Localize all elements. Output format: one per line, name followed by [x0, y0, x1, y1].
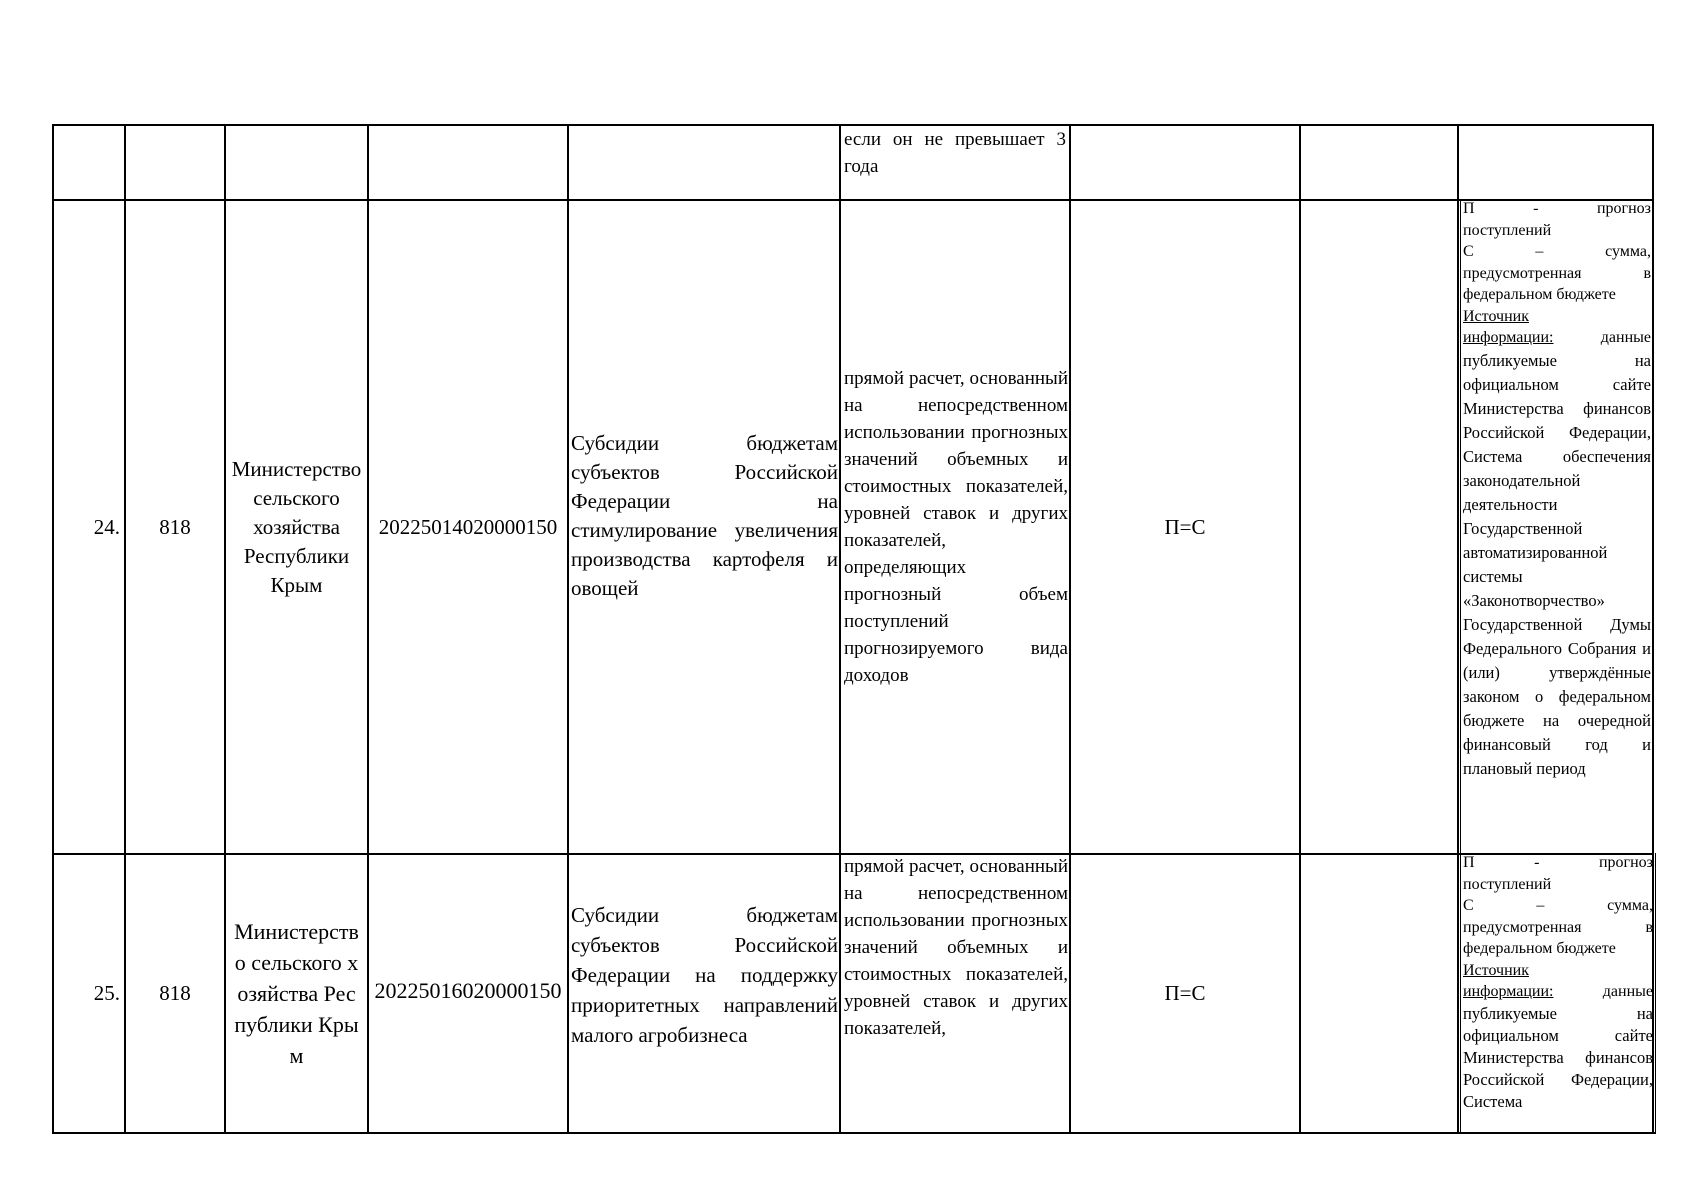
- row25-method: [841, 853, 1069, 1132]
- row24-formula: [1071, 201, 1299, 853]
- row25-kbk: [369, 855, 567, 1132]
- row-number: 24.: [93, 514, 120, 539]
- formula: П=С: [1164, 514, 1206, 539]
- admin-code: 818: [159, 981, 191, 1005]
- legend-p-word: прогноз: [1598, 854, 1653, 871]
- legend-c-cont: предусмотренная в федеральном бюджете: [1463, 918, 1653, 957]
- legend-p-symbol: П: [1463, 200, 1475, 217]
- col-line-7: [1299, 124, 1301, 1134]
- row25-admin: [226, 855, 367, 1132]
- legend-p-word: прогноз: [1596, 200, 1651, 217]
- admin-name: Министерство сельского хозяйства Республики Крым: [234, 919, 359, 1068]
- source-text-first: данные: [1602, 983, 1653, 1000]
- legend-c-dash: –: [1535, 243, 1544, 260]
- source-text: публикуемые на официальном сайте Министерства финансов Российской Федерации, Система: [1463, 1003, 1653, 1111]
- top-row-method-cont: [842, 125, 1068, 199]
- row24-admin: [226, 201, 367, 853]
- source-label-2: информации:: [1463, 329, 1554, 346]
- legend-p-cont: поступлений: [1463, 875, 1552, 893]
- row24-num: [54, 201, 122, 853]
- legend-c-word: сумма,: [1605, 243, 1651, 260]
- row24-kbk: [369, 201, 567, 853]
- col-line-9b: [1655, 853, 1656, 1134]
- source-label-1: Источник: [1463, 307, 1529, 325]
- calc-method: прямой расчет, основанный на непосредственном использовании прогнозных значений объемных и стоимостных показателей, уровней ставок и других показателей, определяющих прогнозный объем поступлений прогнозируемого вида доходов: [844, 368, 1068, 686]
- legend-p-dash: -: [1533, 200, 1539, 217]
- legend-c-cont: предусмотренная в федеральном бюджете: [1463, 264, 1651, 303]
- col-line-8b: [1460, 199, 1461, 1134]
- legend-p-dash: -: [1534, 854, 1540, 871]
- table-border-bottom: [52, 1132, 1656, 1134]
- row24-name: [569, 201, 839, 853]
- legend-c-symbol: С: [1463, 897, 1474, 914]
- income-name: Субсидии бюджетам субъектов Российской Федерации на поддержку приоритетных направлений малого агробизнеса: [571, 902, 838, 1047]
- income-name: Субсидии бюджетам субъектов Российской Федерации на стимулирование увеличения производства картофеля и овощей: [571, 431, 838, 600]
- formula: П=С: [1164, 981, 1206, 1005]
- admin-code: 818: [159, 514, 191, 539]
- legend-p-cont: поступлений: [1463, 221, 1552, 239]
- row25-code: [126, 855, 224, 1132]
- admin-name: Министерство сельского хозяйства Республики Крым: [231, 456, 362, 597]
- legend-p-symbol: П: [1463, 854, 1475, 871]
- method-cont-text: если он не превышает 3 года: [844, 129, 1066, 177]
- legend-c-dash: –: [1536, 897, 1545, 914]
- col-line-8: [1457, 124, 1459, 1134]
- row24-method: [841, 201, 1069, 853]
- calc-method: прямой расчет, основанный на непосредственном использовании прогнозных значений объемных и стоимостных показателей, уровней ставок и других показателей,: [844, 856, 1068, 1039]
- kbk-code: 20225014020000150: [378, 514, 558, 539]
- row-number: 25.: [93, 981, 120, 1005]
- source-text-first: данные: [1600, 329, 1651, 346]
- row25-legend: [1462, 852, 1654, 1132]
- source-label-2: информации:: [1463, 983, 1554, 1000]
- row25-name: [569, 855, 839, 1132]
- row25-formula: [1071, 855, 1299, 1132]
- legend-c-symbol: С: [1463, 243, 1474, 260]
- row24-legend: [1462, 198, 1652, 853]
- row25-num: [54, 855, 122, 1132]
- source-text: публикуемые на официальном сайте Министерства финансов Российской Федерации, Система обеспечения законодательной деятельности Государственной автоматизированной системы «Законотворчество» Государственной Думы Федерального Собрания и (или) утверждённые законом о федеральном бюджете на очередной финансовый год и плановый период: [1463, 350, 1651, 778]
- legend-c-word: сумма,: [1607, 897, 1653, 914]
- kbk-code: 20225016020000150: [374, 978, 562, 1003]
- source-label-1: Источник: [1463, 961, 1529, 979]
- row24-code: [126, 201, 224, 853]
